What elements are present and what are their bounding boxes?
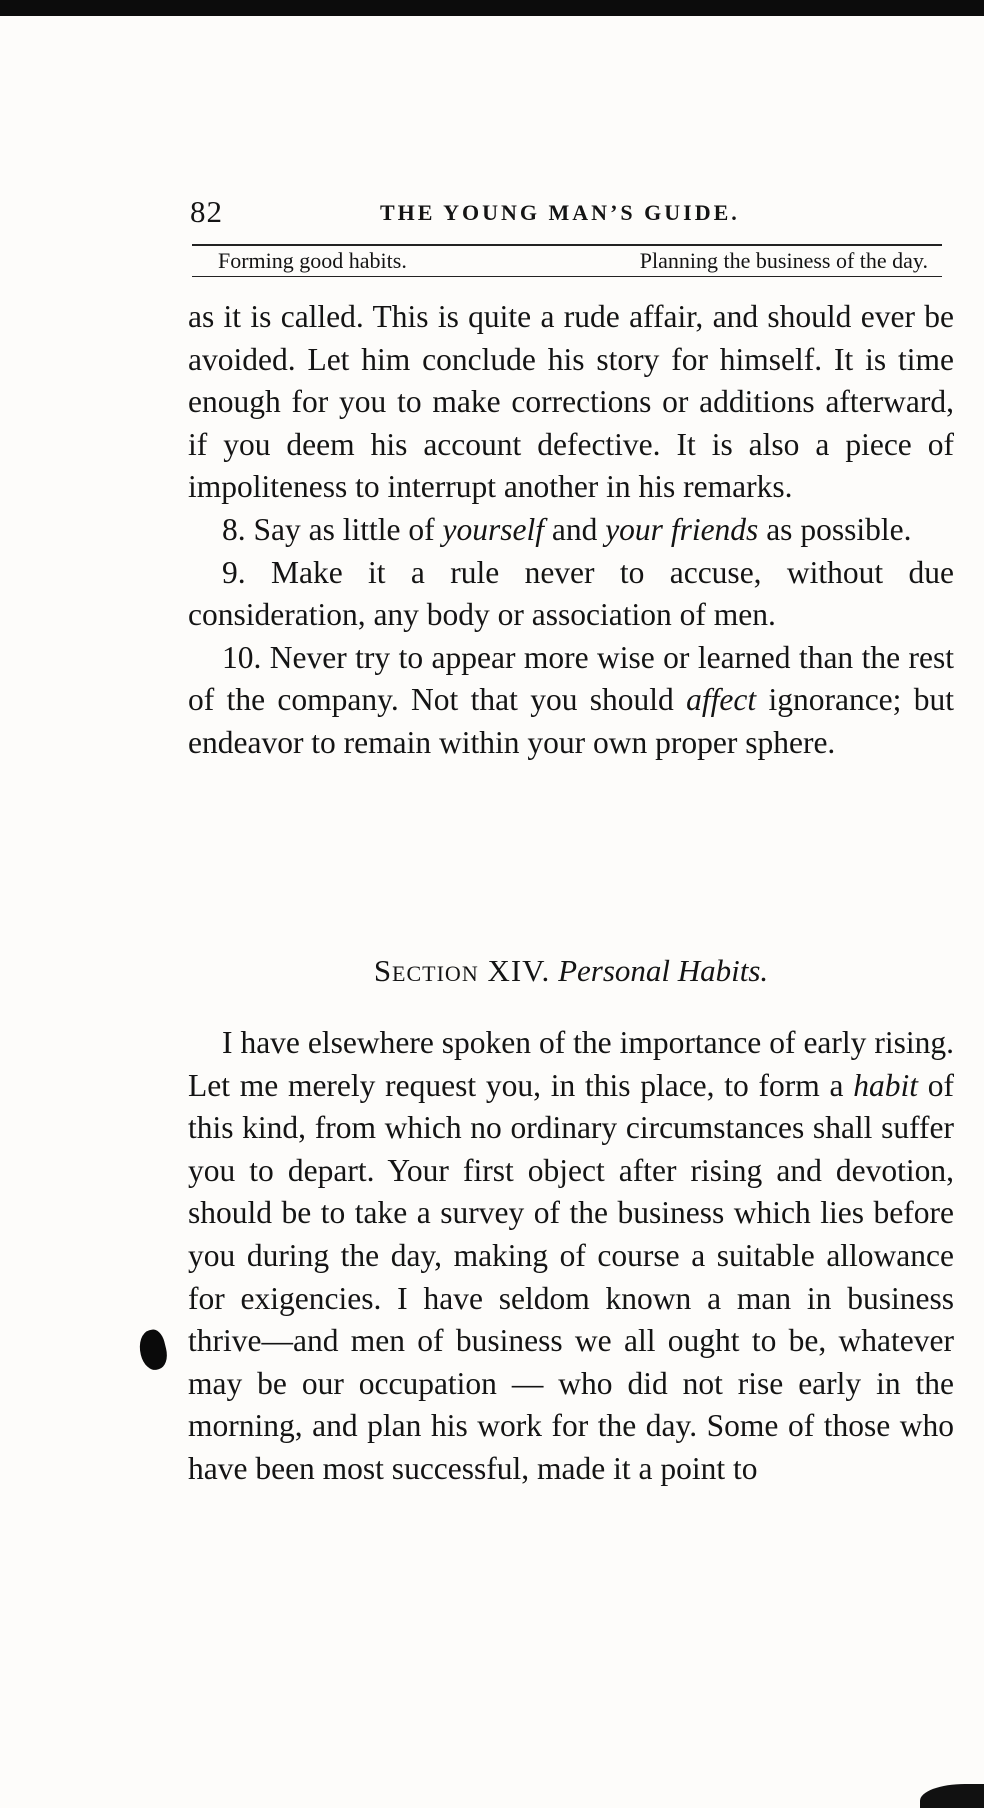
topic-rule bbox=[192, 276, 942, 277]
page-header bbox=[190, 190, 960, 230]
section-paragraph-emph: habit bbox=[853, 1067, 918, 1103]
rule-8-text-3: as possible. bbox=[758, 511, 912, 547]
rule-8-emph-2: your friends bbox=[605, 511, 759, 547]
rule-8-emph-1: yourself bbox=[442, 511, 544, 547]
ink-blot bbox=[136, 1327, 171, 1372]
topic-right: Planning the business of the day. bbox=[639, 248, 928, 273]
body-text-bottom bbox=[188, 1022, 954, 1491]
section-label: Section XIV. bbox=[373, 953, 551, 988]
section-paragraph-text-2: of this kind, from which no ordinary circumstances shall suffer you to depart. Your first object after rising and devotion, should be to take a survey of the business which lies before you during the day, making of course a suitable allowance for exigencies. I have seldom known a man in business thrive—and men of business we all ought to be, whatever may be our occupation — who did not rise early in the morning, and plan his work for the day. Some of those who have been most successful, made it a point to bbox=[188, 1067, 954, 1486]
section-heading bbox=[188, 953, 954, 989]
section-paragraph-text: I have elsewhere spoken of the importance of early rising. Let me merely request you, in this place, to form a bbox=[188, 1025, 954, 1103]
rule-10-text-2: ignorance; but endeavor to remain within your own proper sphere. bbox=[188, 682, 954, 760]
topic-line bbox=[192, 246, 942, 276]
rule-10 bbox=[188, 637, 954, 765]
body-text-top bbox=[188, 296, 954, 765]
running-title: THE YOUNG MAN’S GUIDE. bbox=[380, 200, 740, 225]
topic-left: Forming good habits. bbox=[218, 248, 407, 273]
rule-8 bbox=[188, 509, 954, 552]
rule-10-emph: affect bbox=[686, 682, 757, 718]
section-title: Personal Habits. bbox=[558, 953, 769, 988]
page-top-edge bbox=[0, 0, 984, 16]
corner-smudge bbox=[920, 1784, 984, 1808]
section-paragraph bbox=[188, 1022, 954, 1491]
rule-8-text: 8. Say as little of bbox=[222, 511, 443, 547]
rule-9: 9. Make it a rule never to accuse, without due consideration, any body or association of men. bbox=[188, 554, 954, 633]
rule-10-text: 10. Never try to appear more wise or learned than the rest of the company. Not that you should bbox=[188, 639, 954, 718]
paragraph-continuation: as it is called. This is quite a rude affair, and should ever be avoided. Let him conclude his story for himself. It is time enough for you to make corrections or additions afterward, if you deem his account defective. It is also a piece of impoliteness to interrupt another in his remarks. bbox=[188, 299, 954, 505]
page-number: 82 bbox=[190, 194, 223, 229]
rule-8-text-2: and bbox=[543, 511, 606, 547]
